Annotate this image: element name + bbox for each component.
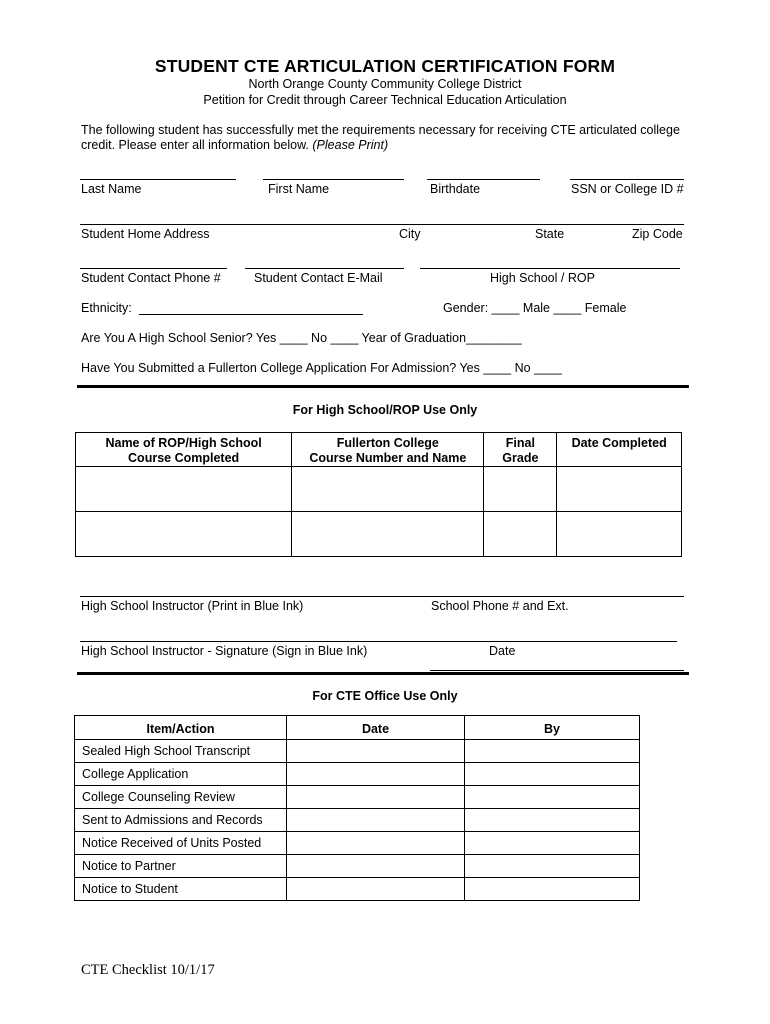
hs-col-date-line1: Date Completed <box>571 436 667 450</box>
address-field[interactable] <box>80 224 684 225</box>
table-cell[interactable] <box>465 740 640 763</box>
intro-line-2 <box>81 138 388 152</box>
phone-label: Student Contact Phone # <box>81 271 221 285</box>
instructor-signature-field[interactable] <box>80 641 677 642</box>
city-label: City <box>399 227 421 241</box>
table-cell[interactable] <box>465 832 640 855</box>
ethnicity-label: Ethnicity: <box>81 301 132 315</box>
cte-item-label: Notice to Student <box>75 878 287 901</box>
zip-label: Zip Code <box>632 227 683 241</box>
birthdate-field[interactable] <box>427 179 540 180</box>
school-phone-label: School Phone # and Ext. <box>431 599 569 613</box>
table-cell[interactable] <box>292 467 484 512</box>
cte-item-label: Sealed High School Transcript <box>75 740 287 763</box>
table-cell[interactable] <box>287 878 465 901</box>
table-row <box>75 763 640 786</box>
senior-question: Are You A High School Senior? Yes ____ No ____ Year of Graduation________ <box>81 331 522 345</box>
table-cell[interactable] <box>465 786 640 809</box>
intro-line-1: The following student has successfully met the requirements necessary for receiving CTE articulated college <box>81 123 680 137</box>
email-field[interactable] <box>245 268 404 269</box>
petition-subtitle: Petition for Credit through Career Technical Education Articulation <box>203 93 567 107</box>
table-cell[interactable] <box>287 832 465 855</box>
cte-item-label: College Counseling Review <box>75 786 287 809</box>
district-name: North Orange County Community College District <box>248 77 522 91</box>
instructor-print-label: High School Instructor (Print in Blue Ink) <box>81 599 304 613</box>
table-row <box>75 786 640 809</box>
first-name-label: First Name <box>268 182 330 196</box>
form-title: STUDENT CTE ARTICULATION CERTIFICATION FORM <box>154 56 616 76</box>
signature-date-label: Date <box>489 644 516 658</box>
hs-col-course <box>76 433 292 467</box>
table-cell[interactable] <box>287 763 465 786</box>
last-name-label: Last Name <box>81 182 142 196</box>
table-row <box>75 809 640 832</box>
gender-label: Gender: ____ Male ____ Female <box>443 301 627 315</box>
ssn-field[interactable] <box>570 179 684 180</box>
table-cell[interactable] <box>465 763 640 786</box>
cte-item-label: Notice to Partner <box>75 855 287 878</box>
table-cell[interactable] <box>287 809 465 832</box>
hs-col-fc-course-line2: Course Number and Name <box>309 451 467 465</box>
hs-col-course-line1: Name of ROP/High School <box>105 436 262 450</box>
table-row <box>75 832 640 855</box>
table-cell[interactable] <box>484 512 557 557</box>
home-address-label: Student Home Address <box>81 227 210 241</box>
table-cell[interactable] <box>292 512 484 557</box>
last-name-field[interactable] <box>80 179 236 180</box>
table-row <box>75 855 640 878</box>
table-cell[interactable] <box>287 786 465 809</box>
hs-section-heading: For High School/ROP Use Only <box>292 403 478 417</box>
cte-col-item: Item/Action <box>75 716 287 740</box>
instructor-signature-label: High School Instructor - Signature (Sign in Blue Ink) <box>81 644 368 658</box>
intro-line-2-text: credit. Please enter all information below. <box>81 138 309 152</box>
section-divider-1 <box>77 385 689 388</box>
hs-col-fc-course <box>292 433 484 467</box>
hs-col-course-line2: Course Completed <box>128 451 240 465</box>
cte-item-label: College Application <box>75 763 287 786</box>
email-label: Student Contact E-Mail <box>254 271 383 285</box>
date-field[interactable] <box>430 670 684 671</box>
table-row <box>75 878 640 901</box>
state-label: State <box>535 227 565 241</box>
section-divider-2 <box>77 672 689 675</box>
hs-col-date <box>557 433 682 467</box>
table-cell[interactable] <box>287 740 465 763</box>
first-name-field[interactable] <box>263 179 404 180</box>
cte-col-by: By <box>465 716 640 740</box>
table-row <box>75 740 640 763</box>
cte-item-label: Sent to Admissions and Records <box>75 809 287 832</box>
cte-item-label: Notice Received of Units Posted <box>75 832 287 855</box>
ssn-label: SSN or College ID # <box>571 182 684 196</box>
cte-section-heading: For CTE Office Use Only <box>312 689 458 703</box>
print-note: (Please Print) <box>312 138 389 152</box>
table-cell[interactable] <box>287 855 465 878</box>
table-cell[interactable] <box>465 878 640 901</box>
hs-col-fc-course-line1: Fullerton College <box>336 436 439 450</box>
hs-col-grade <box>484 433 557 467</box>
table-cell[interactable] <box>557 512 682 557</box>
birthdate-label: Birthdate <box>430 182 481 196</box>
table-cell[interactable] <box>76 467 292 512</box>
hs-col-grade-line2: Grade <box>502 451 539 465</box>
instructor-print-field[interactable] <box>80 596 684 597</box>
table-cell[interactable] <box>465 809 640 832</box>
ethnicity-field[interactable] <box>139 314 363 315</box>
application-question: Have You Submitted a Fullerton College Application For Admission? Yes ____ No ____ <box>81 361 562 375</box>
table-cell[interactable] <box>76 512 292 557</box>
hs-course-table <box>75 432 682 557</box>
cte-checklist-table <box>74 715 640 901</box>
table-row <box>76 467 682 512</box>
table-cell[interactable] <box>465 855 640 878</box>
footer-version: CTE Checklist 10/1/17 <box>81 962 215 978</box>
table-cell[interactable] <box>557 467 682 512</box>
table-row <box>76 512 682 557</box>
high-school-label: High School / ROP <box>490 271 595 285</box>
phone-field[interactable] <box>80 268 227 269</box>
table-cell[interactable] <box>484 467 557 512</box>
hs-col-grade-line1: Final <box>505 436 535 450</box>
cte-col-date: Date <box>287 716 465 740</box>
high-school-field[interactable] <box>420 268 680 269</box>
